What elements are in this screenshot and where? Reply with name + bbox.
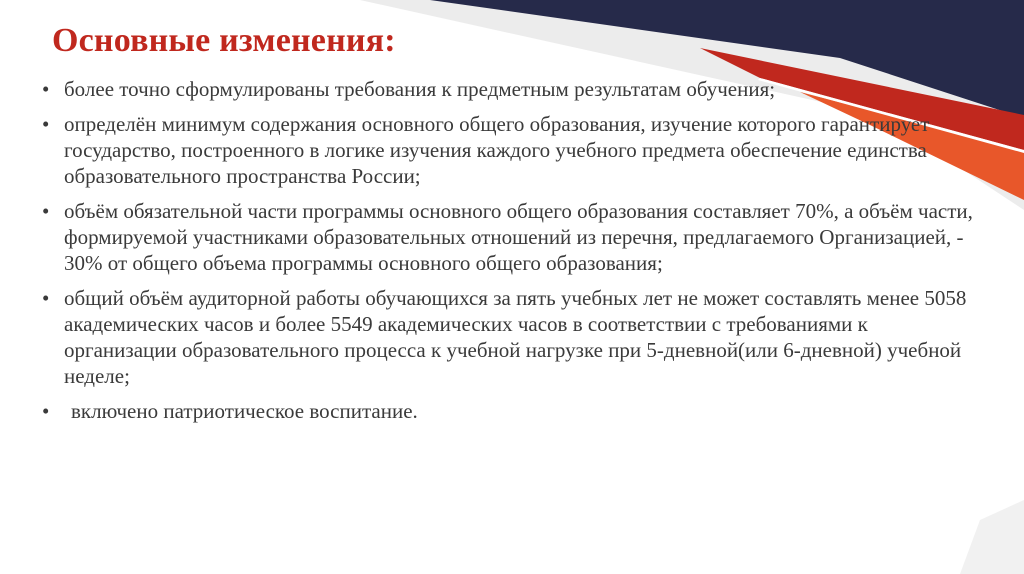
bullet-list (40, 76, 980, 433)
list-item: • определён минимум содержания основного общего образования, изучение которого гарантирует государство, построенного в логике изучения каждого учебного предмета обеспечение единства образовательного пространства России; (42, 112, 930, 188)
slide-title: Основные изменения: (52, 22, 396, 59)
list-item: • более точно сформулированы требования к предметным результатам обучения; (42, 77, 776, 101)
bullet-icon: • (42, 199, 50, 223)
bullet-icon: • (42, 286, 50, 310)
bullet-icon: • (42, 399, 50, 423)
decor-bottom-accent (960, 500, 1024, 574)
list-item: • общий объём аудиторной работы обучающихся за пять учебных лет не может составлять менее 5058 академических часов и более 5549 академических часов в соответствии с требованиями к организации образовательного процесса к учебной нагрузке при 5-дневной(или 6-дневной) учебной неделе; (42, 286, 967, 388)
bullet-icon: • (42, 77, 50, 101)
list-item: • включено патриотическое воспитание. (42, 399, 418, 423)
bullet-icon: • (42, 112, 50, 136)
list-item: • объём обязательной части программы основного общего образования составляет 70%, а объём части, формируемой участниками образовательных отношений из перечня, предлагаемого Организацией, - 30% от общего объема программы основного общего образования; (42, 199, 973, 275)
